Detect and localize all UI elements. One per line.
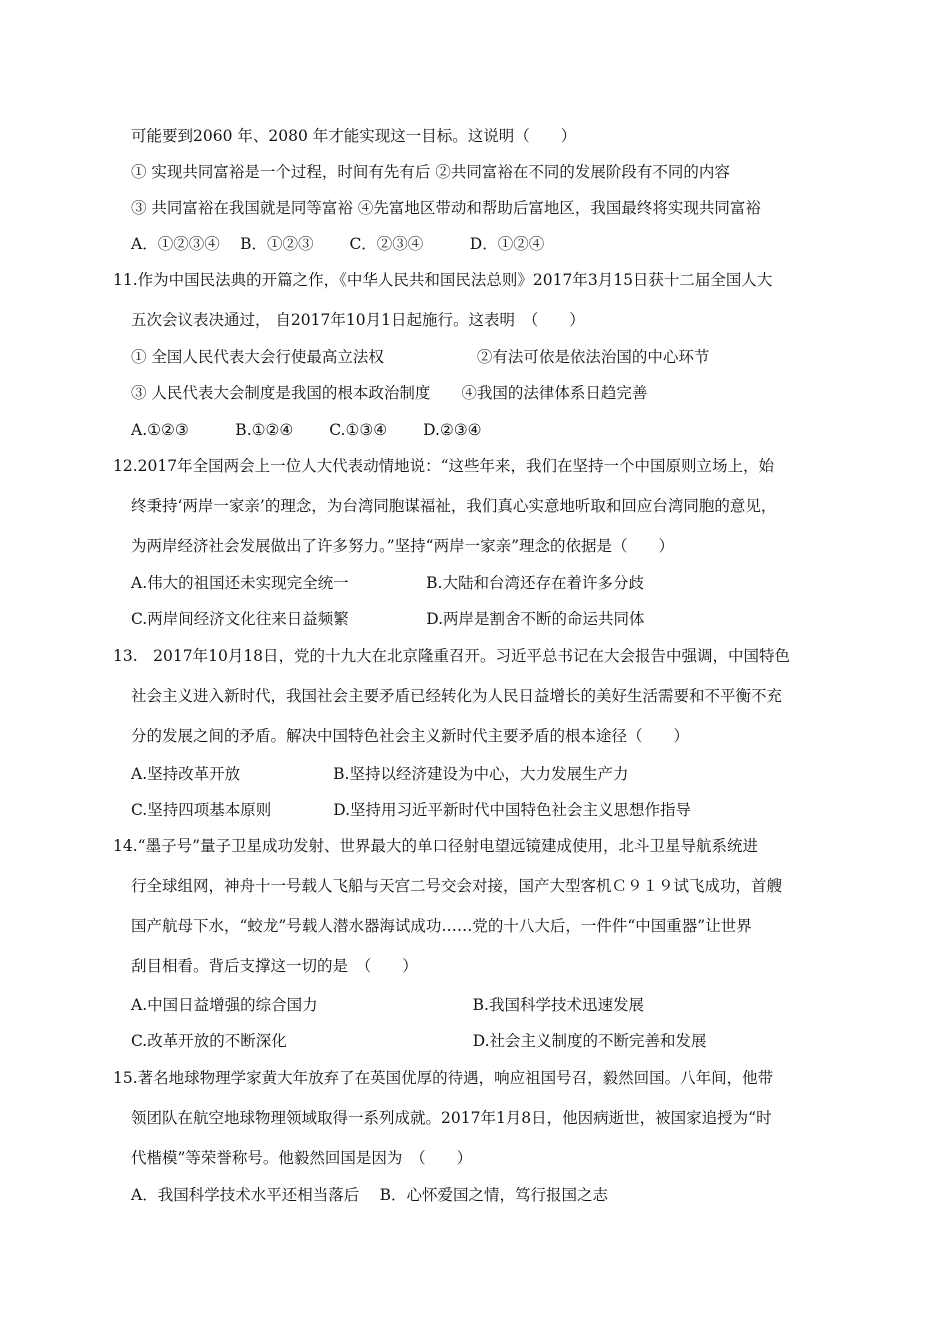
text-line: 五次会议表决通过， 自2017年10月1日起施行。这表明 （ ） [131, 311, 585, 329]
text-line: 可能要到2060 年、2080 年才能实现这一目标。这说明（ ） [131, 127, 577, 145]
question-12: 12.2017年全国两会上一位人大代表动情地说：“这些年来，我们在坚持一个中国原则立场上，始 [113, 457, 775, 475]
answer-options: A.①②③ B.①②④ C.①③④ D.②③④ [131, 421, 482, 439]
answer-option: C.改革开放的不断深化 D.社会主义制度的不断完善和发展 [131, 1032, 707, 1050]
answer-option: C.坚持四项基本原则 D.坚持用习近平新时代中国特色社会主义思想作指导 [131, 801, 692, 819]
text-line: 国产航母下水，“蛟龙”号载人潜水器海试成功……党的十八大后，一件件“中国重器”让世界 [131, 917, 752, 935]
question-14: 14.“墨子号”量子卫星成功发射、世界最大的单口径射电望远镜建成使用，北斗卫星导航系统进 [113, 837, 759, 855]
answer-options: A．①②③④ B．①②③ C．②③④ D．①②④ [131, 235, 545, 253]
text-line: ③ 人民代表大会制度是我国的根本政治制度 ④我国的法律体系日趋完善 [131, 384, 648, 402]
answer-option: C.两岸间经济文化往来日益频繁 D.两岸是割舍不断的命运共同体 [131, 610, 645, 628]
answer-option: A．我国科学技术水平还相当落后 B．心怀爱国之情，笃行报国之志 [131, 1186, 609, 1204]
text-line: 代楷模”等荣誉称号。他毅然回国是因为 （ ） [131, 1149, 473, 1167]
text-line: 领团队在航空地球物理领域取得一系列成就。2017年1月8日，他因病逝世，被国家追授为“时 [131, 1109, 772, 1127]
answer-option: A.坚持改革开放 B.坚持以经济建设为中心，大力发展生产力 [131, 765, 629, 783]
text-line: 行全球组网，神舟十一号载人飞船与天宫二号交会对接，国产大型客机Ｃ９１９试飞成功，首艘 [131, 877, 783, 895]
text-line: 分的发展之间的矛盾。解决中国特色社会主义新时代主要矛盾的根本途径（ ） [131, 727, 690, 745]
text-line: ① 全国人民代表大会行使最高立法权 ②有法可依是依法治国的中心环节 [131, 348, 710, 366]
text-line: 终秉持‘两岸一家亲’的理念，为台湾同胞谋福祉，我们真心实意地听取和回应台湾同胞的意见， [131, 497, 777, 515]
answer-option: A.伟大的祖国还未实现完全统一 B.大陆和台湾还存在着许多分歧 [131, 574, 644, 592]
question-11: 11.作为中国民法典的开篇之作，《中华人民共和国民法总则》2017年3月15日获十二届全国人大 [113, 271, 773, 289]
text-line: 社会主义进入新时代，我国社会主要矛盾已经转化为人民日益增长的美好生活需要和不平衡不充 [131, 687, 783, 705]
text-line: 刮目相看。背后支撑这一切的是 （ ） [131, 957, 418, 975]
question-13: 13. 2017年10月18日，党的十九大在北京隆重召开。习近平总书记在大会报告中强调，中国特色 [113, 647, 791, 665]
answer-option: A.中国日益增强的综合国力 B.我国科学技术迅速发展 [131, 996, 644, 1014]
text-line: ① 实现共同富裕是一个过程，时间有先有后 ②共同富裕在不同的发展阶段有不同的内容 [131, 163, 730, 181]
text-line: 为两岸经济社会发展做出了许多努力。”坚持“两岸一家亲”理念的依据是（ ） [131, 537, 675, 555]
text-line: ③ 共同富裕在我国就是同等富裕 ④先富地区带动和帮助后富地区，我国最终将实现共同富裕 [131, 199, 761, 217]
question-15: 15.著名地球物理学家黄大年放弃了在英国优厚的待遇，响应祖国号召，毅然回国。八年间，他带 [113, 1069, 774, 1087]
